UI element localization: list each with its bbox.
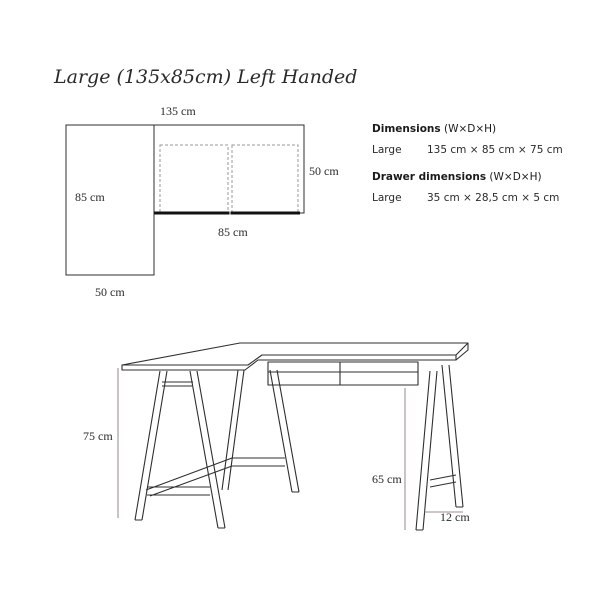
- drawer-box: [268, 362, 418, 385]
- elevation-height-label: 75 cm: [83, 429, 113, 443]
- dimensions-row-label: Large: [372, 144, 402, 156]
- diagram-title: Large (135x85cm) Left Handed: [54, 66, 358, 88]
- leg-depth-label: 12 cm: [440, 510, 470, 524]
- dimensions-row-value: 135 cm × 85 cm × 75 cm: [427, 144, 563, 156]
- mid-leg-1: [222, 370, 244, 490]
- plan-width-label: 135 cm: [160, 104, 196, 118]
- drawer-row-label: Large: [372, 192, 402, 204]
- drawer-dimensions-heading: Drawer dimensions (W×D×H): [372, 171, 542, 183]
- drawer-right-outline: [232, 145, 298, 213]
- left-leg-outer-2: [190, 371, 225, 528]
- plan-right-height-label: 50 cm: [309, 164, 339, 178]
- plan-bottom-width-label: 50 cm: [95, 285, 125, 299]
- left-crossbar: [162, 382, 193, 386]
- right-crossbar: [430, 475, 456, 487]
- mid-leg-2: [270, 370, 299, 492]
- right-leg-back: [442, 365, 463, 507]
- dimensions-heading: Dimensions (W×D×H): [372, 123, 497, 135]
- drawer-left-outline: [160, 145, 228, 213]
- plan-height-label: 85 cm: [75, 190, 105, 204]
- left-leg-outer-1: [135, 371, 167, 520]
- leg-height-label: 65 cm: [372, 472, 402, 486]
- elevation-view: [118, 343, 468, 530]
- right-leg-front: [416, 371, 437, 530]
- plan-drawer-span-label: 85 cm: [218, 225, 248, 239]
- drawer-row-value: 35 cm × 28,5 cm × 5 cm: [427, 192, 560, 204]
